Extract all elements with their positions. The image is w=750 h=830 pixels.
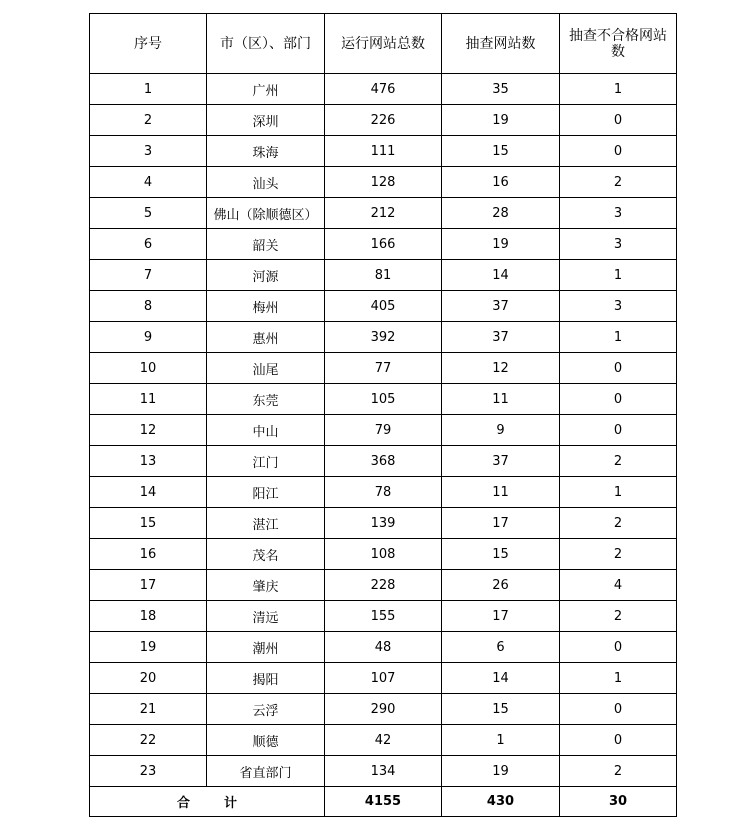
failed-sites-sum: 30 [560, 787, 677, 817]
row-seq: 13 [90, 446, 207, 477]
row-total-sites: 476 [325, 74, 442, 105]
row-checked-sites: 37 [442, 446, 560, 477]
table-row [90, 136, 677, 167]
table-row [90, 508, 677, 539]
table-row [90, 167, 677, 198]
header-checked-sites: 抽查网站数 [442, 14, 560, 74]
row-region: 中山 [207, 415, 325, 446]
row-seq: 8 [90, 291, 207, 322]
row-checked-sites: 15 [442, 136, 560, 167]
row-failed-sites: 1 [560, 663, 677, 694]
table-row [90, 570, 677, 601]
row-failed-sites: 0 [560, 384, 677, 415]
row-checked-sites: 17 [442, 508, 560, 539]
table-row [90, 725, 677, 756]
row-region: 韶关 [207, 229, 325, 260]
row-total-sites: 290 [325, 694, 442, 725]
row-total-sites: 139 [325, 508, 442, 539]
row-seq: 19 [90, 632, 207, 663]
row-failed-sites: 0 [560, 353, 677, 384]
row-total-sites: 212 [325, 198, 442, 229]
row-checked-sites: 14 [442, 663, 560, 694]
row-region: 江门 [207, 446, 325, 477]
row-failed-sites: 0 [560, 694, 677, 725]
row-failed-sites: 1 [560, 74, 677, 105]
row-checked-sites: 16 [442, 167, 560, 198]
row-region: 惠州 [207, 322, 325, 353]
row-failed-sites: 1 [560, 322, 677, 353]
row-checked-sites: 11 [442, 477, 560, 508]
table-row [90, 384, 677, 415]
row-region: 潮州 [207, 632, 325, 663]
row-region: 茂名 [207, 539, 325, 570]
row-region: 珠海 [207, 136, 325, 167]
row-region: 阳江 [207, 477, 325, 508]
table-row [90, 663, 677, 694]
row-total-sites: 42 [325, 725, 442, 756]
row-failed-sites: 2 [560, 508, 677, 539]
row-seq: 16 [90, 539, 207, 570]
row-checked-sites: 15 [442, 694, 560, 725]
checked-sites-sum: 430 [442, 787, 560, 817]
total-label-right: 计 [224, 796, 238, 811]
row-region: 云浮 [207, 694, 325, 725]
row-region: 河源 [207, 260, 325, 291]
row-seq: 14 [90, 477, 207, 508]
header-total-sites: 运行网站总数 [325, 14, 442, 74]
row-failed-sites: 3 [560, 229, 677, 260]
row-seq: 1 [90, 74, 207, 105]
table-row [90, 694, 677, 725]
total-label-left: 合 [176, 796, 190, 811]
row-seq: 12 [90, 415, 207, 446]
row-failed-sites: 0 [560, 725, 677, 756]
table-row [90, 105, 677, 136]
row-seq: 7 [90, 260, 207, 291]
row-seq: 23 [90, 756, 207, 787]
row-total-sites: 128 [325, 167, 442, 198]
row-total-sites: 105 [325, 384, 442, 415]
table-body [90, 74, 677, 787]
row-seq: 2 [90, 105, 207, 136]
row-total-sites: 78 [325, 477, 442, 508]
row-seq: 11 [90, 384, 207, 415]
row-checked-sites: 1 [442, 725, 560, 756]
row-seq: 10 [90, 353, 207, 384]
row-checked-sites: 11 [442, 384, 560, 415]
row-checked-sites: 26 [442, 570, 560, 601]
row-failed-sites: 1 [560, 477, 677, 508]
total-sites-sum: 4155 [325, 787, 442, 817]
total-label [90, 787, 325, 817]
row-total-sites: 134 [325, 756, 442, 787]
row-checked-sites: 17 [442, 601, 560, 632]
row-checked-sites: 19 [442, 756, 560, 787]
row-region: 深圳 [207, 105, 325, 136]
row-checked-sites: 6 [442, 632, 560, 663]
table-row [90, 353, 677, 384]
row-total-sites: 228 [325, 570, 442, 601]
row-total-sites: 405 [325, 291, 442, 322]
row-total-sites: 111 [325, 136, 442, 167]
row-checked-sites: 37 [442, 322, 560, 353]
table-row [90, 229, 677, 260]
row-region: 汕尾 [207, 353, 325, 384]
row-checked-sites: 15 [442, 539, 560, 570]
row-region: 汕头 [207, 167, 325, 198]
row-failed-sites: 1 [560, 260, 677, 291]
table-row [90, 601, 677, 632]
table-row [90, 291, 677, 322]
row-region: 顺德 [207, 725, 325, 756]
row-total-sites: 79 [325, 415, 442, 446]
row-seq: 9 [90, 322, 207, 353]
row-seq: 22 [90, 725, 207, 756]
table-row [90, 74, 677, 105]
row-failed-sites: 0 [560, 136, 677, 167]
table-row [90, 415, 677, 446]
table-row [90, 632, 677, 663]
row-checked-sites: 28 [442, 198, 560, 229]
row-total-sites: 48 [325, 632, 442, 663]
table-row [90, 260, 677, 291]
header-region: 市（区）、部门 [207, 14, 325, 74]
row-region: 广州 [207, 74, 325, 105]
row-total-sites: 392 [325, 322, 442, 353]
row-total-sites: 368 [325, 446, 442, 477]
row-total-sites: 81 [325, 260, 442, 291]
row-region: 肇庆 [207, 570, 325, 601]
row-total-sites: 77 [325, 353, 442, 384]
table-row [90, 198, 677, 229]
row-total-sites: 226 [325, 105, 442, 136]
header-failed-sites-label: 抽查不合格网站数 [569, 27, 667, 60]
row-seq: 6 [90, 229, 207, 260]
row-region: 梅州 [207, 291, 325, 322]
row-total-sites: 155 [325, 601, 442, 632]
row-region: 东莞 [207, 384, 325, 415]
row-seq: 21 [90, 694, 207, 725]
table-row [90, 756, 677, 787]
row-failed-sites: 4 [560, 570, 677, 601]
row-checked-sites: 37 [442, 291, 560, 322]
row-failed-sites: 2 [560, 539, 677, 570]
row-region: 清远 [207, 601, 325, 632]
row-seq: 3 [90, 136, 207, 167]
row-total-sites: 166 [325, 229, 442, 260]
row-region: 省直部门 [207, 756, 325, 787]
row-total-sites: 108 [325, 539, 442, 570]
row-failed-sites: 2 [560, 756, 677, 787]
row-seq: 20 [90, 663, 207, 694]
table-row [90, 477, 677, 508]
row-failed-sites: 2 [560, 601, 677, 632]
row-checked-sites: 9 [442, 415, 560, 446]
row-seq: 17 [90, 570, 207, 601]
row-seq: 15 [90, 508, 207, 539]
row-failed-sites: 0 [560, 415, 677, 446]
row-failed-sites: 3 [560, 198, 677, 229]
row-total-sites: 107 [325, 663, 442, 694]
row-seq: 4 [90, 167, 207, 198]
row-checked-sites: 14 [442, 260, 560, 291]
row-checked-sites: 35 [442, 74, 560, 105]
row-failed-sites: 2 [560, 446, 677, 477]
header-row [90, 14, 677, 74]
row-region: 揭阳 [207, 663, 325, 694]
row-region: 佛山（除顺德区） [207, 198, 325, 229]
total-row [90, 787, 677, 817]
row-checked-sites: 12 [442, 353, 560, 384]
row-failed-sites: 0 [560, 105, 677, 136]
table-row [90, 446, 677, 477]
row-checked-sites: 19 [442, 229, 560, 260]
website-inspection-table [89, 13, 677, 817]
row-failed-sites: 0 [560, 632, 677, 663]
row-checked-sites: 19 [442, 105, 560, 136]
header-failed-sites [560, 14, 677, 74]
table-row [90, 539, 677, 570]
row-failed-sites: 3 [560, 291, 677, 322]
header-seq: 序号 [90, 14, 207, 74]
row-seq: 5 [90, 198, 207, 229]
row-failed-sites: 2 [560, 167, 677, 198]
row-region: 湛江 [207, 508, 325, 539]
row-seq: 18 [90, 601, 207, 632]
table-row [90, 322, 677, 353]
